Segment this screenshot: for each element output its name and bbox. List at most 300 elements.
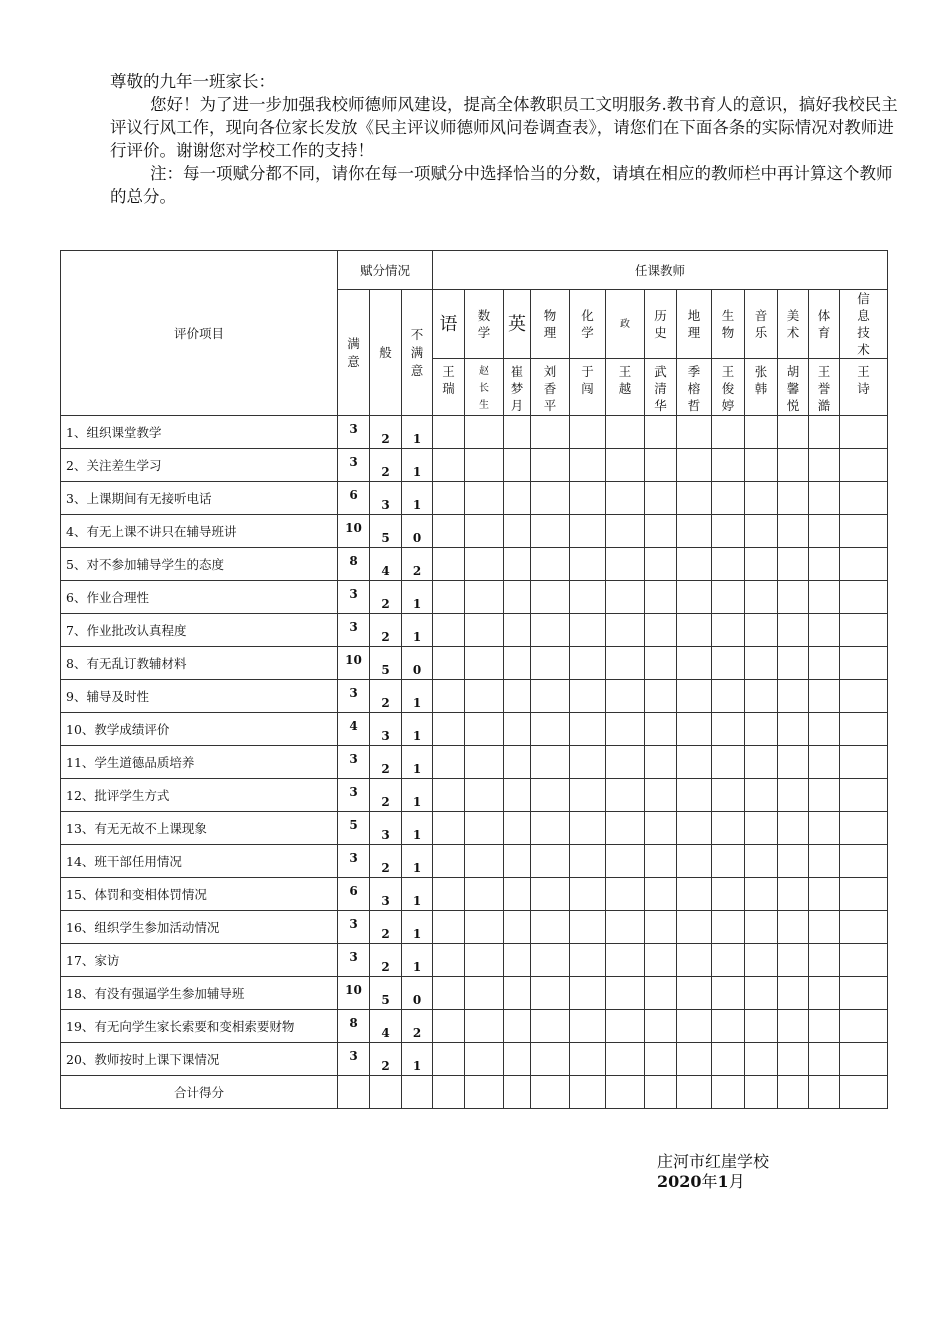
- score-entry-cell[interactable]: [809, 779, 840, 812]
- score-entry-cell[interactable]: [809, 845, 840, 878]
- score-entry-cell[interactable]: [504, 878, 531, 911]
- score-entry-cell[interactable]: [778, 1010, 809, 1043]
- score-entry-cell[interactable]: [531, 779, 570, 812]
- score-entry-cell[interactable]: [606, 680, 645, 713]
- score-entry-cell[interactable]: [645, 515, 677, 548]
- score-entry-cell[interactable]: [712, 515, 745, 548]
- score-value: 1: [402, 449, 433, 482]
- score-entry-cell[interactable]: [745, 449, 778, 482]
- total-entry-cell[interactable]: [504, 1076, 531, 1109]
- score-entry-cell[interactable]: [570, 614, 606, 647]
- score-entry-cell[interactable]: [570, 482, 606, 515]
- score-entry-cell[interactable]: [677, 812, 712, 845]
- score-entry-cell[interactable]: [570, 878, 606, 911]
- total-entry-cell[interactable]: [433, 1076, 465, 1109]
- score-entry-cell[interactable]: [778, 581, 809, 614]
- score-entry-cell[interactable]: [840, 944, 888, 977]
- score-entry-cell[interactable]: [809, 944, 840, 977]
- score-entry-cell[interactable]: [645, 878, 677, 911]
- score-entry-cell[interactable]: [745, 1010, 778, 1043]
- score-entry-cell[interactable]: [645, 416, 677, 449]
- score-entry-cell[interactable]: [504, 1043, 531, 1076]
- total-entry-cell[interactable]: [778, 1076, 809, 1109]
- score-entry-cell[interactable]: [433, 845, 465, 878]
- score-entry-cell[interactable]: [465, 647, 504, 680]
- score-entry-cell[interactable]: [504, 812, 531, 845]
- score-entry-cell[interactable]: [809, 812, 840, 845]
- score-entry-cell[interactable]: [465, 911, 504, 944]
- score-entry-cell[interactable]: [531, 878, 570, 911]
- score-entry-cell[interactable]: [433, 812, 465, 845]
- score-entry-cell[interactable]: [606, 746, 645, 779]
- score-entry-cell[interactable]: [606, 845, 645, 878]
- score-entry-cell[interactable]: [840, 449, 888, 482]
- score-entry-cell[interactable]: [465, 779, 504, 812]
- score-entry-cell[interactable]: [712, 878, 745, 911]
- score-entry-cell[interactable]: [570, 911, 606, 944]
- score-entry-cell[interactable]: [712, 680, 745, 713]
- score-entry-cell[interactable]: [778, 614, 809, 647]
- teacher-name: 武 清 华: [645, 359, 677, 416]
- score-entry-cell[interactable]: [606, 1043, 645, 1076]
- score-entry-cell[interactable]: [433, 779, 465, 812]
- score-value: 2: [370, 680, 402, 713]
- score-entry-cell[interactable]: [778, 680, 809, 713]
- score-entry-cell[interactable]: [606, 449, 645, 482]
- score-entry-cell[interactable]: [745, 482, 778, 515]
- score-entry-cell[interactable]: [677, 911, 712, 944]
- score-entry-cell[interactable]: [712, 581, 745, 614]
- score-entry-cell[interactable]: [504, 713, 531, 746]
- score-value: 0: [402, 977, 433, 1010]
- score-entry-cell[interactable]: [677, 680, 712, 713]
- score-entry-cell[interactable]: [778, 944, 809, 977]
- score-entry-cell[interactable]: [570, 977, 606, 1010]
- score-entry-cell[interactable]: [433, 1010, 465, 1043]
- score-entry-cell[interactable]: [745, 779, 778, 812]
- score-entry-cell[interactable]: [677, 581, 712, 614]
- score-entry-cell[interactable]: [712, 1010, 745, 1043]
- score-entry-cell[interactable]: [809, 581, 840, 614]
- score-value: 3: [338, 911, 370, 944]
- score-value: 2: [370, 944, 402, 977]
- score-entry-cell[interactable]: [712, 944, 745, 977]
- score-entry-cell[interactable]: [606, 911, 645, 944]
- score-entry-cell[interactable]: [840, 482, 888, 515]
- score-entry-cell[interactable]: [712, 548, 745, 581]
- score-entry-cell[interactable]: [677, 944, 712, 977]
- score-entry-cell[interactable]: [504, 746, 531, 779]
- score-entry-cell[interactable]: [606, 614, 645, 647]
- score-entry-cell[interactable]: [531, 1010, 570, 1043]
- header-score: 赋分情况: [338, 251, 433, 290]
- score-entry-cell[interactable]: [778, 779, 809, 812]
- score-entry-cell[interactable]: [645, 944, 677, 977]
- score-entry-cell[interactable]: [433, 416, 465, 449]
- score-entry-cell[interactable]: [645, 548, 677, 581]
- score-entry-cell[interactable]: [840, 1043, 888, 1076]
- score-entry-cell[interactable]: [712, 1043, 745, 1076]
- score-entry-cell[interactable]: [809, 614, 840, 647]
- intro-paragraph: 您好！为了进一步加强我校师德师风建设，提高全体教职员工文明服务.教书育人的意识，搞好我校民主评议行风工作，现向各位家长发放《民主评议师德师风问卷调查表》，请您们在下面各条的实际情况对教师进行评价。谢谢您对学校工作的支持！: [110, 95, 898, 160]
- score-entry-cell[interactable]: [465, 680, 504, 713]
- score-entry-cell[interactable]: [433, 746, 465, 779]
- score-entry-cell[interactable]: [531, 746, 570, 779]
- score-entry-cell[interactable]: [745, 911, 778, 944]
- score-entry-cell[interactable]: [840, 416, 888, 449]
- score-entry-cell[interactable]: [745, 1043, 778, 1076]
- score-entry-cell[interactable]: [778, 416, 809, 449]
- score-entry-cell[interactable]: [465, 944, 504, 977]
- score-value: 1: [402, 878, 433, 911]
- score-entry-cell[interactable]: [778, 1043, 809, 1076]
- score-entry-cell[interactable]: [504, 647, 531, 680]
- score-entry-cell[interactable]: [745, 647, 778, 680]
- score-entry-cell[interactable]: [504, 614, 531, 647]
- score-entry-cell[interactable]: [570, 812, 606, 845]
- score-entry-cell[interactable]: [465, 746, 504, 779]
- score-entry-cell[interactable]: [745, 746, 778, 779]
- score-entry-cell[interactable]: [433, 944, 465, 977]
- score-entry-cell[interactable]: [531, 515, 570, 548]
- score-entry-cell[interactable]: [531, 911, 570, 944]
- score-entry-cell[interactable]: [840, 746, 888, 779]
- score-entry-cell[interactable]: [606, 713, 645, 746]
- score-entry-cell[interactable]: [840, 779, 888, 812]
- score-entry-cell[interactable]: [433, 878, 465, 911]
- score-entry-cell[interactable]: [645, 647, 677, 680]
- score-entry-cell[interactable]: [531, 977, 570, 1010]
- score-entry-cell[interactable]: [809, 680, 840, 713]
- score-entry-cell[interactable]: [606, 482, 645, 515]
- score-entry-cell[interactable]: [570, 713, 606, 746]
- score-entry-cell[interactable]: [531, 482, 570, 515]
- score-entry-cell[interactable]: [433, 1043, 465, 1076]
- score-entry-cell[interactable]: [677, 779, 712, 812]
- score-entry-cell[interactable]: [606, 1010, 645, 1043]
- score-entry-cell[interactable]: [677, 515, 712, 548]
- score-entry-cell[interactable]: [645, 581, 677, 614]
- evaluation-item-label: 16、组织学生参加活动情况: [61, 911, 338, 944]
- score-entry-cell[interactable]: [809, 548, 840, 581]
- score-entry-cell[interactable]: [606, 581, 645, 614]
- score-entry-cell[interactable]: [570, 548, 606, 581]
- score-entry-cell[interactable]: [809, 911, 840, 944]
- score-col-average: 般: [370, 290, 402, 416]
- total-entry-cell[interactable]: [745, 1076, 778, 1109]
- score-entry-cell[interactable]: [433, 449, 465, 482]
- score-entry-cell[interactable]: [570, 845, 606, 878]
- score-entry-cell[interactable]: [840, 647, 888, 680]
- score-entry-cell[interactable]: [677, 746, 712, 779]
- score-entry-cell[interactable]: [745, 944, 778, 977]
- score-entry-cell[interactable]: [778, 449, 809, 482]
- score-entry-cell[interactable]: [809, 449, 840, 482]
- score-entry-cell[interactable]: [433, 680, 465, 713]
- score-entry-cell[interactable]: [745, 548, 778, 581]
- score-entry-cell[interactable]: [606, 647, 645, 680]
- score-entry-cell[interactable]: [712, 647, 745, 680]
- score-entry-cell[interactable]: [465, 416, 504, 449]
- score-entry-cell[interactable]: [712, 614, 745, 647]
- score-entry-cell[interactable]: [778, 713, 809, 746]
- score-entry-cell[interactable]: [465, 581, 504, 614]
- score-value: 3: [370, 812, 402, 845]
- score-entry-cell[interactable]: [809, 878, 840, 911]
- total-entry-cell[interactable]: [809, 1076, 840, 1109]
- score-entry-cell[interactable]: [712, 416, 745, 449]
- total-entry-cell[interactable]: [840, 1076, 888, 1109]
- score-entry-cell[interactable]: [677, 977, 712, 1010]
- score-entry-cell[interactable]: [433, 911, 465, 944]
- score-entry-cell[interactable]: [840, 680, 888, 713]
- score-entry-cell[interactable]: [570, 449, 606, 482]
- score-entry-cell[interactable]: [778, 482, 809, 515]
- score-entry-cell[interactable]: [677, 713, 712, 746]
- score-entry-cell[interactable]: [504, 581, 531, 614]
- score-entry-cell[interactable]: [745, 680, 778, 713]
- table-row: [61, 746, 888, 779]
- score-entry-cell[interactable]: [465, 812, 504, 845]
- score-entry-cell[interactable]: [745, 581, 778, 614]
- score-entry-cell[interactable]: [645, 812, 677, 845]
- score-entry-cell[interactable]: [433, 713, 465, 746]
- score-entry-cell[interactable]: [745, 614, 778, 647]
- score-entry-cell[interactable]: [809, 515, 840, 548]
- score-entry-cell[interactable]: [712, 977, 745, 1010]
- score-entry-cell[interactable]: [645, 1043, 677, 1076]
- score-value: 3: [338, 845, 370, 878]
- score-entry-cell[interactable]: [645, 713, 677, 746]
- score-entry-cell[interactable]: [778, 812, 809, 845]
- score-entry-cell[interactable]: [504, 977, 531, 1010]
- score-entry-cell[interactable]: [531, 812, 570, 845]
- score-entry-cell[interactable]: [465, 977, 504, 1010]
- total-entry-cell[interactable]: [402, 1076, 433, 1109]
- score-entry-cell[interactable]: [645, 680, 677, 713]
- score-entry-cell[interactable]: [745, 713, 778, 746]
- score-value: 3: [338, 944, 370, 977]
- score-entry-cell[interactable]: [745, 515, 778, 548]
- score-entry-cell[interactable]: [570, 779, 606, 812]
- score-entry-cell[interactable]: [504, 416, 531, 449]
- score-entry-cell[interactable]: [645, 449, 677, 482]
- score-entry-cell[interactable]: [433, 614, 465, 647]
- score-entry-cell[interactable]: [504, 944, 531, 977]
- score-entry-cell[interactable]: [433, 581, 465, 614]
- score-entry-cell[interactable]: [712, 449, 745, 482]
- score-entry-cell[interactable]: [778, 911, 809, 944]
- score-entry-cell[interactable]: [745, 845, 778, 878]
- score-entry-cell[interactable]: [606, 944, 645, 977]
- score-entry-cell[interactable]: [645, 845, 677, 878]
- subject-header: 数 学: [465, 290, 504, 359]
- score-entry-cell[interactable]: [531, 1043, 570, 1076]
- score-entry-cell[interactable]: [606, 878, 645, 911]
- score-entry-cell[interactable]: [504, 515, 531, 548]
- score-entry-cell[interactable]: [465, 449, 504, 482]
- score-entry-cell[interactable]: [677, 482, 712, 515]
- score-entry-cell[interactable]: [433, 647, 465, 680]
- score-entry-cell[interactable]: [570, 515, 606, 548]
- score-entry-cell[interactable]: [677, 1043, 712, 1076]
- score-entry-cell[interactable]: [645, 779, 677, 812]
- score-value: 1: [402, 944, 433, 977]
- score-entry-cell[interactable]: [570, 944, 606, 977]
- score-entry-cell[interactable]: [645, 614, 677, 647]
- total-entry-cell[interactable]: [606, 1076, 645, 1109]
- total-entry-cell[interactable]: [677, 1076, 712, 1109]
- score-entry-cell[interactable]: [840, 1010, 888, 1043]
- score-entry-cell[interactable]: [606, 977, 645, 1010]
- score-entry-cell[interactable]: [645, 911, 677, 944]
- score-entry-cell[interactable]: [531, 416, 570, 449]
- score-entry-cell[interactable]: [840, 515, 888, 548]
- total-entry-cell[interactable]: [338, 1076, 370, 1109]
- score-entry-cell[interactable]: [712, 779, 745, 812]
- score-entry-cell[interactable]: [531, 647, 570, 680]
- score-entry-cell[interactable]: [465, 713, 504, 746]
- score-entry-cell[interactable]: [677, 845, 712, 878]
- score-entry-cell[interactable]: [840, 812, 888, 845]
- score-entry-cell[interactable]: [809, 713, 840, 746]
- score-entry-cell[interactable]: [570, 680, 606, 713]
- score-entry-cell[interactable]: [433, 482, 465, 515]
- score-entry-cell[interactable]: [778, 548, 809, 581]
- score-entry-cell[interactable]: [645, 1010, 677, 1043]
- score-entry-cell[interactable]: [606, 548, 645, 581]
- score-entry-cell[interactable]: [809, 1043, 840, 1076]
- score-entry-cell[interactable]: [465, 614, 504, 647]
- score-entry-cell[interactable]: [809, 647, 840, 680]
- score-entry-cell[interactable]: [433, 515, 465, 548]
- score-entry-cell[interactable]: [531, 548, 570, 581]
- score-entry-cell[interactable]: [465, 845, 504, 878]
- teacher-name: 王 俊 婷: [712, 359, 745, 416]
- score-entry-cell[interactable]: [531, 944, 570, 977]
- score-entry-cell[interactable]: [778, 845, 809, 878]
- evaluation-item-label: 13、有无无故不上课现象: [61, 812, 338, 845]
- score-entry-cell[interactable]: [677, 878, 712, 911]
- score-entry-cell[interactable]: [809, 977, 840, 1010]
- score-entry-cell[interactable]: [570, 1010, 606, 1043]
- score-entry-cell[interactable]: [504, 1010, 531, 1043]
- score-entry-cell[interactable]: [606, 416, 645, 449]
- score-entry-cell[interactable]: [745, 977, 778, 1010]
- score-entry-cell[interactable]: [809, 746, 840, 779]
- score-value: 6: [338, 482, 370, 515]
- score-entry-cell[interactable]: [778, 746, 809, 779]
- total-entry-cell[interactable]: [531, 1076, 570, 1109]
- score-entry-cell[interactable]: [465, 1043, 504, 1076]
- score-entry-cell[interactable]: [712, 845, 745, 878]
- score-entry-cell[interactable]: [778, 977, 809, 1010]
- score-entry-cell[interactable]: [840, 977, 888, 1010]
- score-entry-cell[interactable]: [745, 812, 778, 845]
- score-entry-cell[interactable]: [504, 911, 531, 944]
- score-entry-cell[interactable]: [504, 845, 531, 878]
- score-entry-cell[interactable]: [840, 911, 888, 944]
- score-entry-cell[interactable]: [677, 416, 712, 449]
- score-entry-cell[interactable]: [645, 482, 677, 515]
- score-entry-cell[interactable]: [504, 449, 531, 482]
- score-entry-cell[interactable]: [465, 1010, 504, 1043]
- score-entry-cell[interactable]: [809, 1010, 840, 1043]
- score-entry-cell[interactable]: [840, 581, 888, 614]
- score-entry-cell[interactable]: [570, 746, 606, 779]
- total-entry-cell[interactable]: [712, 1076, 745, 1109]
- score-entry-cell[interactable]: [677, 1010, 712, 1043]
- score-entry-cell[interactable]: [570, 1043, 606, 1076]
- score-entry-cell[interactable]: [504, 482, 531, 515]
- score-entry-cell[interactable]: [712, 713, 745, 746]
- score-entry-cell[interactable]: [465, 482, 504, 515]
- score-entry-cell[interactable]: [570, 416, 606, 449]
- total-label: 合计得分: [61, 1076, 338, 1109]
- score-entry-cell[interactable]: [645, 746, 677, 779]
- score-value: 2: [370, 581, 402, 614]
- score-entry-cell[interactable]: [504, 680, 531, 713]
- score-entry-cell[interactable]: [677, 614, 712, 647]
- score-entry-cell[interactable]: [840, 713, 888, 746]
- score-entry-cell[interactable]: [840, 878, 888, 911]
- score-entry-cell[interactable]: [712, 911, 745, 944]
- score-entry-cell[interactable]: [677, 449, 712, 482]
- score-entry-cell[interactable]: [745, 416, 778, 449]
- score-entry-cell[interactable]: [570, 647, 606, 680]
- score-entry-cell[interactable]: [809, 416, 840, 449]
- score-entry-cell[interactable]: [840, 548, 888, 581]
- score-entry-cell[interactable]: [433, 977, 465, 1010]
- score-entry-cell[interactable]: [778, 878, 809, 911]
- score-entry-cell[interactable]: [712, 482, 745, 515]
- score-entry-cell[interactable]: [809, 482, 840, 515]
- score-entry-cell[interactable]: [840, 845, 888, 878]
- score-entry-cell[interactable]: [606, 812, 645, 845]
- score-entry-cell[interactable]: [531, 713, 570, 746]
- score-entry-cell[interactable]: [531, 845, 570, 878]
- table-row: [61, 515, 888, 548]
- score-entry-cell[interactable]: [570, 581, 606, 614]
- score-entry-cell[interactable]: [778, 647, 809, 680]
- score-entry-cell[interactable]: [465, 548, 504, 581]
- score-entry-cell[interactable]: [531, 581, 570, 614]
- score-entry-cell[interactable]: [465, 878, 504, 911]
- total-entry-cell[interactable]: [645, 1076, 677, 1109]
- score-entry-cell[interactable]: [745, 878, 778, 911]
- total-entry-cell[interactable]: [370, 1076, 402, 1109]
- score-entry-cell[interactable]: [677, 647, 712, 680]
- score-entry-cell[interactable]: [531, 449, 570, 482]
- score-entry-cell[interactable]: [712, 812, 745, 845]
- score-entry-cell[interactable]: [606, 515, 645, 548]
- score-entry-cell[interactable]: [504, 779, 531, 812]
- score-entry-cell[interactable]: [531, 680, 570, 713]
- score-entry-cell[interactable]: [433, 548, 465, 581]
- score-entry-cell[interactable]: [778, 515, 809, 548]
- score-entry-cell[interactable]: [645, 977, 677, 1010]
- score-entry-cell[interactable]: [504, 548, 531, 581]
- score-entry-cell[interactable]: [465, 515, 504, 548]
- header-evaluation-item: 评价项目: [61, 251, 338, 416]
- score-entry-cell[interactable]: [531, 614, 570, 647]
- total-entry-cell[interactable]: [570, 1076, 606, 1109]
- score-entry-cell[interactable]: [606, 779, 645, 812]
- score-entry-cell[interactable]: [677, 548, 712, 581]
- total-entry-cell[interactable]: [465, 1076, 504, 1109]
- score-entry-cell[interactable]: [840, 614, 888, 647]
- score-entry-cell[interactable]: [712, 746, 745, 779]
